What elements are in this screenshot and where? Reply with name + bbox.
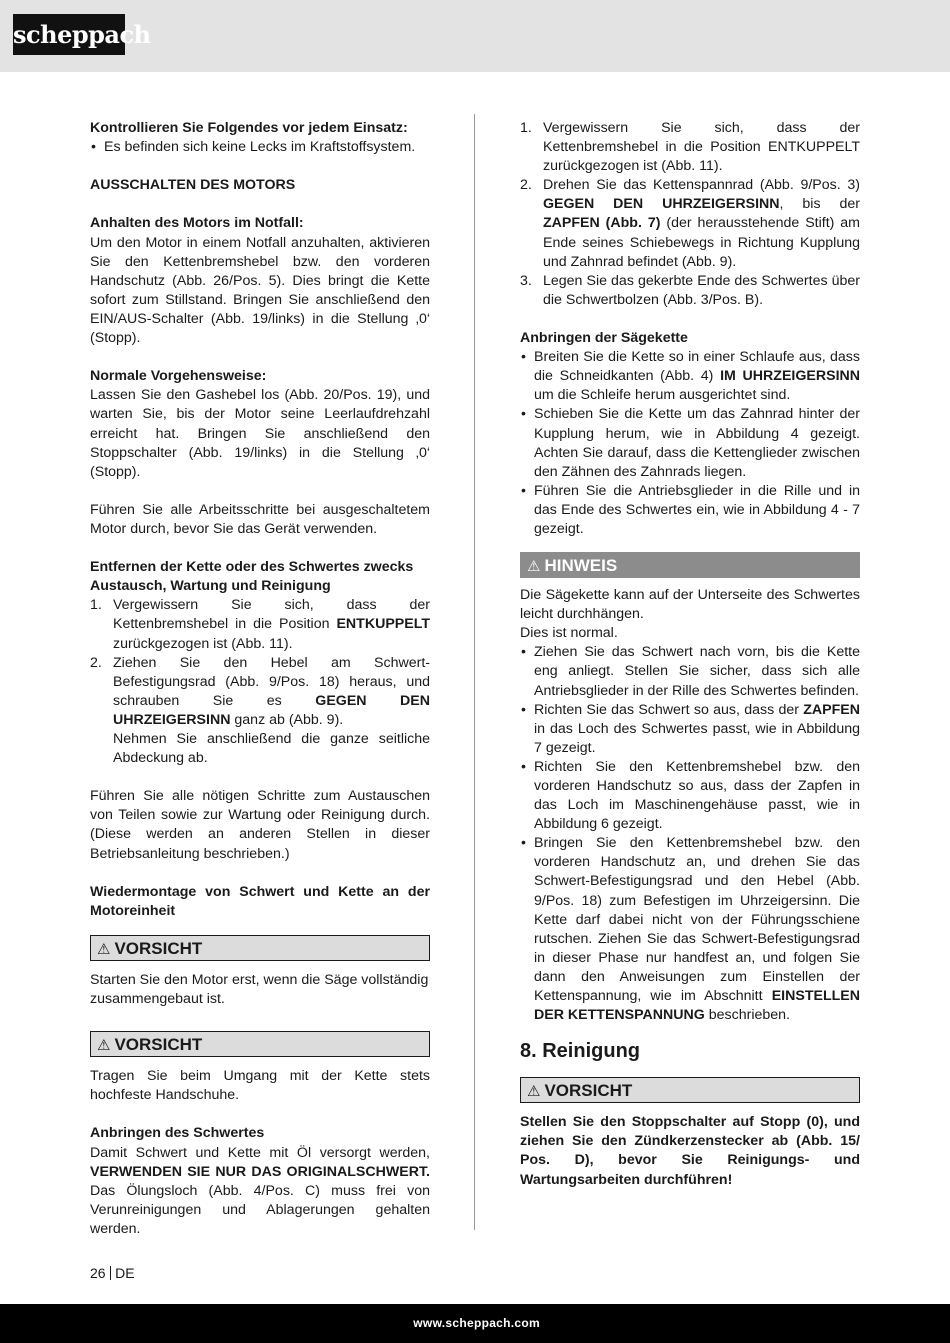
caution-box [90,1031,430,1057]
website-url: www.scheppach.com [413,1316,540,1330]
step-text: Drehen Sie das Kettenspannrad (Abb. 9/Pos. 3) [543,177,860,194]
warning-icon: ⚠ [97,1037,111,1055]
list-item: • Ziehen Sie das Schwert nach vorn, bis die Kette eng anliegt. Stellen Sie sicher, dass sich alle Antriebsglieder in der Rille des Schwertes befinden. [520,643,860,700]
emergency-heading: Anhalten des Motors im Notfall: [90,215,304,232]
exchange-text: Führen Sie alle nötigen Schritte zum Austauschen von Teilen sowie zur Wartung oder Reinigung durch. (Diese werden an anderen Stellen in dieser Betriebsanleitung beschrieben.) [90,788,430,862]
item-emphasis: IM UHRZEIGERSINN [720,368,861,385]
right-column [520,119,860,1190]
list-item [520,348,860,405]
brand-logo: scheppach [13,14,125,55]
separator [110,1266,112,1280]
item-text: in das Loch des Schwertes passt, wie in Abbildung 7 gezeigt. [534,720,860,756]
bar-steps [520,119,860,310]
reassembly-heading: Wiedermontage von Schwert und Kette an der Motoreinheit [90,883,430,919]
list-item [90,654,430,769]
caution-label: VORSICHT [114,938,203,958]
left-column [90,119,430,1239]
caution-label: VORSICHT [544,1081,633,1101]
list-item [520,119,860,176]
chain-list [520,348,860,539]
warning-icon: ⚠ [527,558,541,576]
step-emphasis: ZAPFEN (Abb. 7) [543,215,661,232]
list-item [520,272,860,310]
step-text: Vergewissern Sie sich, dass der Kettenbremshebel in die Position [113,597,430,633]
normal-text: Lassen Sie den Gashebel los (Abb. 20/Pos. 19), und warten Sie, bis der Motor seine Leerlaufdrehzahl erreicht hat. Bringen Sie anschließend den Stoppschalter (Abb. 19/links) in die Stellung ‚0‘ (Stopp). [90,387,430,480]
list-item [520,834,860,1025]
page-footer [90,1265,135,1281]
caution-box [90,935,430,961]
step-number: 2. [90,654,102,671]
bar-text-part: Damit Schwert und Kette mit Öl versorgt werden, [90,1144,430,1161]
step-emphasis: GEGEN DEN UHRZEIGERSINN [543,196,780,213]
footer-bar [0,1304,950,1343]
step-number: 3. [520,272,532,289]
item-emphasis: EINSTELLEN DER KETTENSPANNUNG [534,988,860,1024]
check-heading: Kontrollieren Sie Folgendes vor jedem Einsatz: [90,120,408,136]
step-emphasis: GEGEN DEN UHRZEIGERSINN [113,692,430,728]
remove-steps [90,596,430,768]
item-text: beschrieben. [708,1007,790,1024]
language-code: DE [115,1265,135,1281]
item-text: um die Schleife herum ausgerichtet sind. [534,387,791,404]
bar-heading: Anbringen des Schwertes [90,1125,265,1142]
bar-text-part: Das Ölungsloch (Abb. 4/Pos. C) muss frei von Verunreinigungen und Ablagerungen gehalten werden. [90,1182,430,1237]
note-text: Dies ist normal. [520,625,618,642]
item-text: Bringen Sie den Kettenbremshebel bzw. den vorderen Handschutz an, und drehen Sie das Schwert-Befestigungsrad und den Hebel (Abb. 9/Pos. 18) zum Befestigen im Uhrzeigersinn. Die Kette darf dabei nicht von der Führungsschiene rutschen. Ziehen Sie das Schwert-Befestigungsrad in dieser Phase nur handfest an, und folgen Sie dann den Anweisungen zum Einstellen der Kettenspannung, wie im Abschnitt [534,835,860,1005]
list-item: • Es befinden sich keine Lecks im Kraftstoffsystem. [90,138,430,157]
caution-box [520,1077,860,1103]
step-emphasis: ENTKUPPELT [336,616,430,633]
steps-text: Führen Sie alle Arbeitsschritte bei ausgeschaltetem Motor durch, bevor Sie das Gerät verwenden. [90,501,430,537]
remove-heading: Entfernen der Kette oder des Schwertes zwecks Austausch, Wartung und Reinigung [90,559,414,595]
list-item: • Richten Sie den Kettenbremshebel bzw. den vorderen Handschutz so aus, dass der Zapfen in das Loch im Maschinengehäuse passt, wie in Abbildung 6 gezeigt. [520,758,860,834]
motor-off-heading: AUSSCHALTEN DES MOTORS [90,177,296,194]
step-text: , bis der [779,196,860,213]
step-text: ganz ab (Abb. 9). [234,711,344,728]
page-number: 26 [90,1265,106,1281]
note-label: HINWEIS [544,556,618,576]
bar-text-emphasis: VERWENDEN SIE NUR DAS ORIGINALSCHWERT. [90,1163,430,1180]
item-text: Richten Sie das Schwert so aus, dass der [534,701,799,718]
step-number: 1. [90,597,102,614]
note-text: Die Sägekette kann auf der Unterseite des Schwertes leicht durchhängen. [520,587,860,623]
list-item [90,596,430,653]
step-text: Nehmen Sie anschließend die ganze seitliche Abdeckung ab. [113,731,430,767]
step-text: (der herausstehende Stift) am Ende seines Schiebewegs in Richtung Kupplung und Zahnrad befindet (Abb. 9). [543,215,860,270]
normal-heading: Normale Vorgehensweise: [90,368,267,385]
section-title: 8. Reinigung [520,1040,640,1063]
step-text: Vergewissern Sie sich, dass der Kettenbremshebel in die Position ENTKUPPELT zurückgezogen ist (Abb. 11). [543,120,860,175]
caution-text: Starten Sie den Motor erst, wenn die Säge vollständig zusammengebaut ist. [90,971,429,1008]
list-item: • Führen Sie die Antriebsglieder in die Rille und in das Ende des Schwertes ein, wie in Abbildung 4 - 7 gezeigt. [520,482,860,539]
column-divider [474,114,475,1230]
check-list [90,138,430,157]
list-item: • Schieben Sie die Kette um das Zahnrad hinter der Kupplung herum, wie in Abbildung 4 gezeigt. Achten Sie darauf, dass die Kettenglieder zwischen den Zähnen des Zahnrads liegen. [520,405,860,481]
step-text: zurückgezogen ist (Abb. 11). [113,635,293,652]
list-item [520,176,860,271]
step-number: 1. [520,120,532,136]
note-box [520,552,860,578]
bar-text [90,1144,430,1239]
list-item [520,701,860,758]
emergency-text: Um den Motor in einem Notfall anzuhalten, aktivieren Sie den Kettenbremshebel bzw. den vorderen Handschutz (Abb. 26/Pos. 5). Dies bringt die Kette sofort zum Stillstand. Bringen Sie anschließend den EIN/AUS-Schalter (Abb. 19/links) in die Stellung ‚0‘ (Stopp). [90,234,430,347]
step-number: 2. [520,177,532,194]
note-list [520,643,860,1025]
chain-heading: Anbringen der Sägekette [520,330,688,347]
header-bar [0,0,950,72]
step-text: Legen Sie das gekerbte Ende des Schwertes über die Schwertbolzen (Abb. 3/Pos. B). [543,272,860,308]
warning-icon: ⚠ [97,940,111,958]
item-emphasis: ZAPFEN [803,701,860,718]
step-text: Ziehen Sie den Hebel am Schwert-Befestigungsrad (Abb. 9/Pos. 18) heraus, und schrauben Sie es [113,654,430,709]
warning-icon: ⚠ [527,1083,541,1101]
caution-label: VORSICHT [114,1035,203,1055]
caution-text: Stellen Sie den Stoppschalter auf Stopp (0), und ziehen Sie den Zündkerzenstecker ab (Abb. 15/ Pos. D), bevor Sie Reinigungs- und Wartungsarbeiten durchführen! [520,1114,860,1188]
caution-text: Tragen Sie beim Umgang mit der Kette stets hochfeste Handschuhe. [90,1068,430,1104]
item-text: Breiten Sie die Kette so in einer Schlaufe aus, dass die Schneidkanten (Abb. 4) [534,349,860,385]
